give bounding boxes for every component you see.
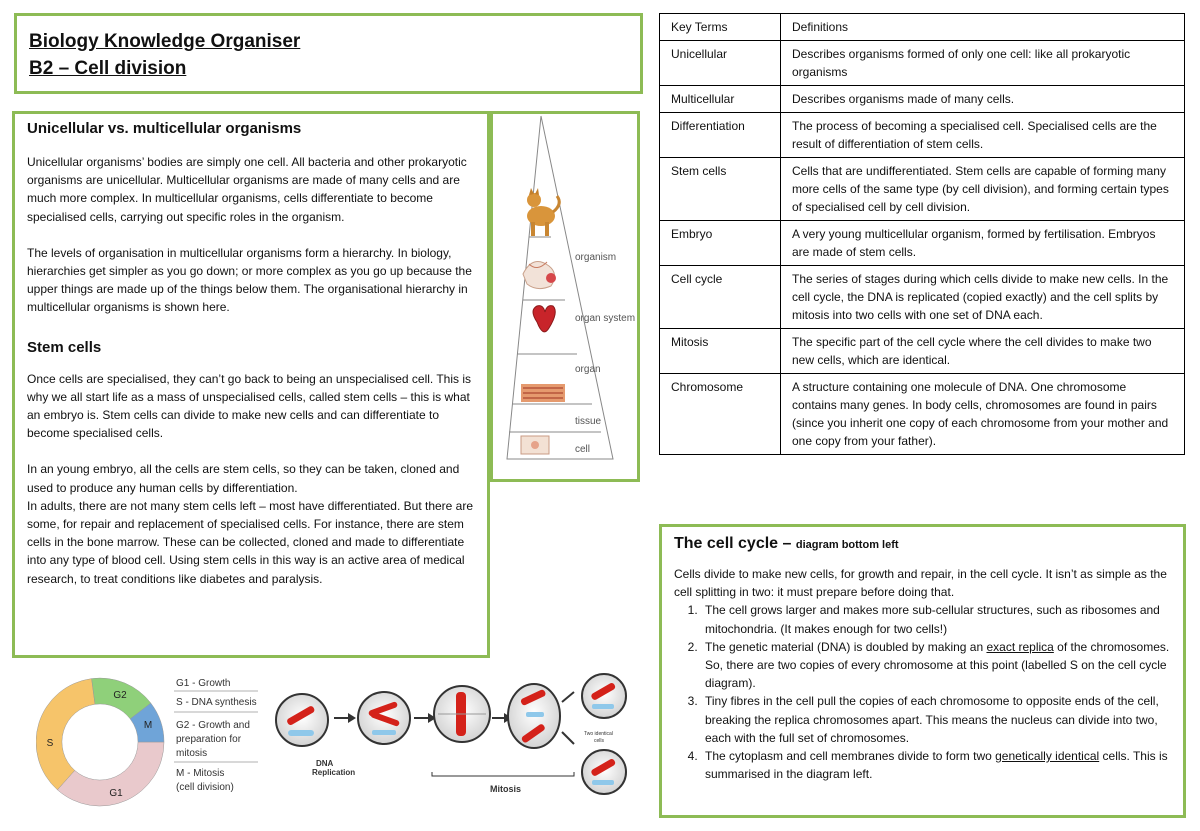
legend-s: S - DNA synthesis [176, 697, 257, 708]
step4-text: The cytoplasm and cell membranes divide to form two [705, 749, 996, 764]
pyramid-label-cell: cell [575, 444, 591, 455]
step2-underlined: exact replica [986, 639, 1054, 654]
definition-cell: The series of stages during which cells divide to make new cells. In the cell cycle, the DNA is replicated (copied exactly) and the cell splits by mitosis into two cells with one set of DNA each. [781, 266, 1185, 329]
daughter-cell-bottom [582, 750, 626, 794]
definition-cell: The process of becoming a specialised cell. Specialised cells are the result of differentiation of stem cells. [781, 113, 1185, 158]
cat-illustration [527, 188, 559, 236]
definition-cell: Cells that are undifferentiated. Stem cells are capable of forming many more cells of the same type (by cell division), and forming certain types of specialised cell by cell division. [781, 158, 1185, 221]
cell-after-replication [358, 692, 410, 744]
page-title: Biology Knowledge Organiser [29, 31, 301, 52]
s-segment [36, 679, 95, 790]
list-item [701, 747, 1171, 783]
legend-g2-line1: G2 - Growth and [176, 720, 250, 731]
term-cell: Multicellular [660, 86, 781, 113]
unicellular-section [12, 111, 490, 658]
unicellular-para-2: The levels of organisation in multicellular organisms form a hierarchy. In biology, hierarchies get simpler as you go down; or more complex as you go up because the upper things are made up of the things below them. The organisational hierarchy in multicellular organisms is shown here. [27, 245, 472, 315]
table-row [660, 221, 1185, 266]
header-key-terms: Key Terms [660, 14, 781, 41]
definition-cell: A very young multicellular organism, formed by fertilisation. Embryos are made of stem cells. [781, 221, 1185, 266]
term-cell: Mitosis [660, 329, 781, 374]
cell-cycle-intro: Cells divide to make new cells, for growth and repair, in the cell cycle. It isn’t as simple as the cell splitting in two: it must prepare before doing that. [674, 567, 1167, 600]
m-label: M [143, 720, 153, 731]
key-terms-table [659, 13, 1185, 455]
cell-cycle-ring-diagram [36, 672, 268, 820]
definition-cell: The specific part of the cell cycle where the cell divides to make two new cells, which are identical. [781, 329, 1185, 374]
stem-cells-para-3: In adults, there are not many stem cells left – most have differentiated. But there are some, for repair and replacement of specialised cells. For instance, there are stem cells in the bone marrow. These can be collected, cloned and made to differentiate into any type of blood cell. Using stem cells in this way is an active area of medical research, to treat conditions like diabetes and paralysis. [27, 498, 474, 586]
table-row [660, 113, 1185, 158]
term-cell: Differentiation [660, 113, 781, 158]
cell-division-diagram [272, 672, 644, 808]
hierarchy-pyramid [493, 114, 637, 479]
unicellular-heading: Unicellular vs. multicellular organisms [27, 120, 302, 137]
table-row [660, 158, 1185, 221]
term-cell: Cell cycle [660, 266, 781, 329]
step4-underlined: genetically identical [995, 749, 1100, 764]
dna-label-2: Replication [312, 768, 356, 777]
term-cell: Unicellular [660, 41, 781, 86]
cell-cycle-heading-note: diagram bottom left [795, 539, 899, 551]
cell-cycle-heading [674, 535, 1171, 553]
step2-text: The genetic material (DNA) is doubled by making an [705, 639, 987, 654]
tissue-illustration [521, 384, 565, 402]
stem-cells-para-2: In an young embryo, all the cells are stem cells, so they can be taken, cloned and used to produce any human cells by differentiation. [27, 462, 460, 495]
cell-cycle-section [659, 524, 1186, 818]
daughter-cell-top [582, 674, 626, 718]
table-row [660, 329, 1185, 374]
legend-m-line1: M - Mitosis [176, 768, 225, 779]
list-item: 1. The cell grows larger and makes more sub-cellular structures, such as ribosomes and mitochondria. (It makes enough for two cells!) [701, 601, 1171, 637]
pyramid-label-organ: organ [575, 364, 601, 375]
pyramid-label-organ-system: organ system [575, 313, 636, 324]
organ-system-illustration [523, 262, 556, 289]
definition-cell: Describes organisms formed of only one cell: like all prokaryotic organisms [781, 41, 1185, 86]
table-row [660, 86, 1185, 113]
title-box [14, 13, 643, 94]
cell-cycle-steps [674, 601, 1171, 783]
mitosis-label: Mitosis [490, 784, 522, 794]
page-subtitle: B2 – Cell division [29, 58, 187, 79]
dna-label-1: DNA [316, 759, 334, 768]
list-item [701, 638, 1171, 693]
hierarchy-pyramid-box [490, 111, 640, 482]
term-cell: Stem cells [660, 158, 781, 221]
cell-cycle-heading-text: The cell cycle – [674, 535, 792, 552]
step2-text-end: of the chromosomes. So, there are two copies of every chromosome at this point (labelled S on the cell cycle diagram). [705, 639, 1170, 691]
header-definitions: Definitions [781, 14, 1185, 41]
daughter-label-2: cells [594, 738, 605, 744]
table-header-row [660, 14, 1185, 41]
step4-text-end: cells. This is summarised in the diagram left. [705, 749, 1168, 782]
cell-anaphase [508, 684, 560, 748]
g1-label: G1 [109, 788, 123, 799]
list-item: 3. Tiny fibres in the cell pull the copies of each chromosome to opposite ends of the cell, breaking the replica chromosomes apart. This means the nucleus can divide into two, each with the full set of chromosomes. [701, 692, 1171, 747]
unicellular-para-1: Unicellular organisms’ bodies are simply one cell. All bacteria and other prokaryotic organisms are unicellular. Multicellular organisms are made of many cells and are much more complex. In multicellular organisms, cells differentiate to become specialised cells, carrying out specific roles in the organism. [27, 155, 467, 224]
definition-cell: Describes organisms made of many cells. [781, 86, 1185, 113]
legend-g2-line3: mitosis [176, 748, 208, 759]
definition-cell: A structure containing one molecule of DNA. One chromosome contains many genes. In body cells, chromosomes are found in pairs (since you inherit one copy of each chromosome from your mother and one copy from your father). [781, 374, 1185, 455]
legend-m-line2: (cell division) [176, 782, 234, 793]
stem-cells-para-1: Once cells are specialised, they can’t go back to being an unspecialised cell. This is why we all start life as a mass of unspecialised cells, called stem cells – this is what an embryo is. Stem cells can divide to make new cells and can differentiate to become specialised cells. [27, 371, 472, 441]
g2-label: G2 [113, 690, 127, 701]
stem-cells-heading: Stem cells [27, 338, 102, 356]
pyramid-label-organism: organism [575, 252, 617, 263]
heart-illustration [533, 306, 555, 332]
legend-g2-line2: preparation for [176, 734, 242, 745]
cell-illustration [521, 436, 549, 454]
s-label: S [46, 738, 54, 749]
legend-g1: G1 - Growth [176, 678, 231, 689]
term-cell: Embryo [660, 221, 781, 266]
table-row [660, 374, 1185, 455]
daughter-label-1: Two identical [584, 731, 613, 737]
pyramid-label-tissue: tissue [575, 416, 602, 427]
cell-before-replication [276, 694, 328, 746]
table-row [660, 41, 1185, 86]
table-row [660, 266, 1185, 329]
term-cell: Chromosome [660, 374, 781, 455]
cell-metaphase [434, 686, 490, 742]
